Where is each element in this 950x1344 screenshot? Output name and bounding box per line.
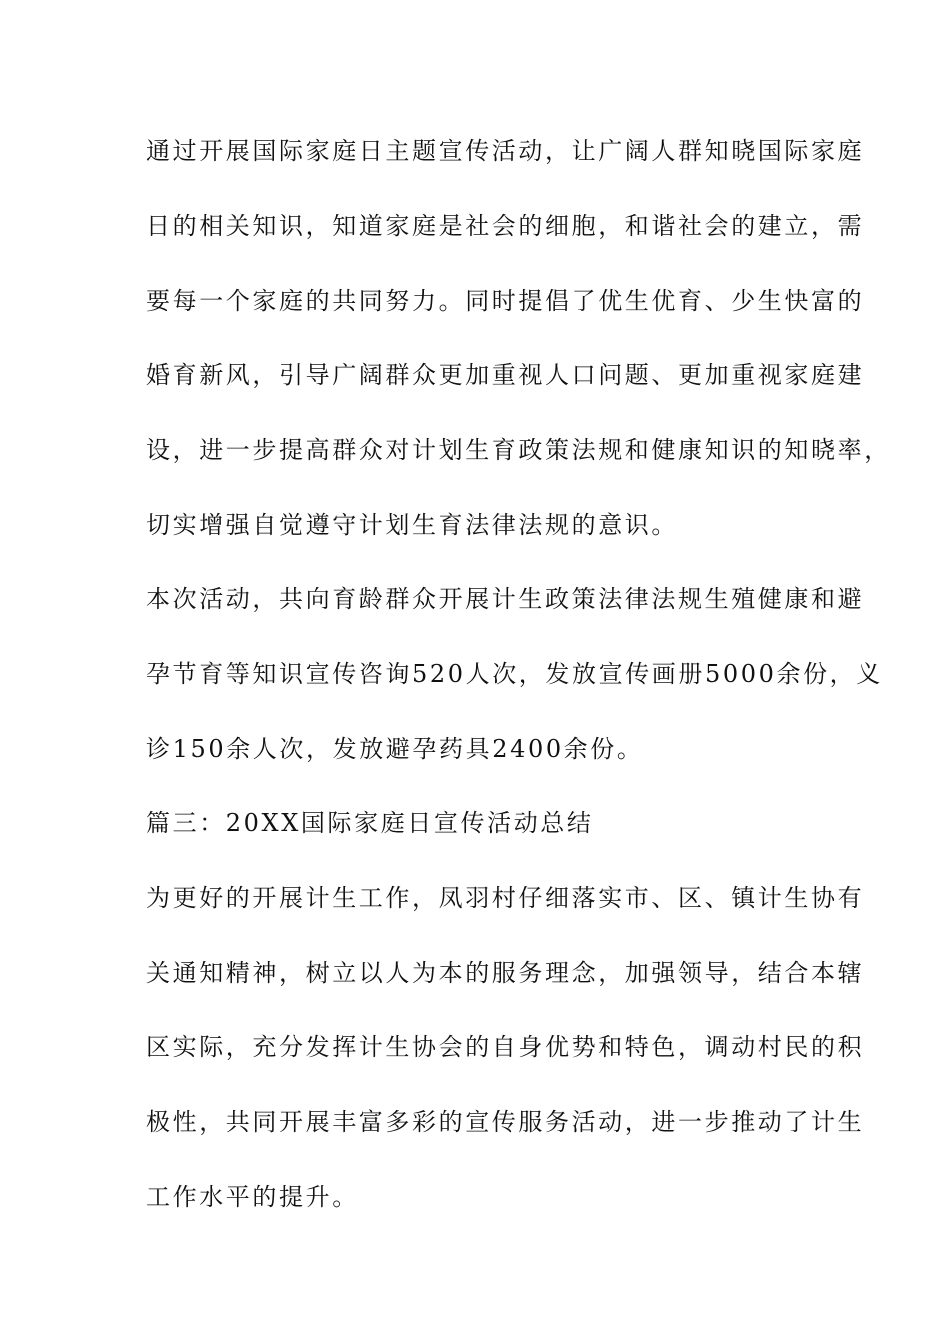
paragraph-line: 区实际，充分发挥计生协会的自身优势和特色，调动村民的积 [146, 1033, 865, 1061]
paragraph-line: 关通知精神，树立以人为本的服务理念，加强领导，结合本辖 [146, 959, 865, 987]
paragraph-line: 通过开展国际家庭日主题宣传活动，让广阔人群知晓国际家庭 [146, 137, 865, 165]
paragraph-line: 设，进一步提高群众对计划生育政策法规和健康知识的知晓率， [146, 436, 891, 464]
paragraph-line: 工作水平的提升。 [146, 1183, 359, 1211]
paragraph-line: 本次活动，共向育龄群众开展计生政策法律法规生殖健康和避 [146, 585, 865, 613]
paragraph-line: 切实增强自觉遵守计划生育法律法规的意识。 [146, 511, 678, 539]
paragraph-line: 要每一个家庭的共同努力。同时提倡了优生优育、少生快富的 [146, 287, 865, 315]
paragraph-line: 诊150余人次，发放避孕药具2400余份。 [146, 735, 644, 763]
section-heading: 篇三：20XX国际家庭日宣传活动总结 [146, 809, 594, 837]
paragraph-line: 日的相关知识，知道家庭是社会的细胞，和谐社会的建立，需 [146, 212, 865, 240]
paragraph-line: 婚育新风，引导广阔群众更加重视人口问题、更加重视家庭建 [146, 361, 865, 389]
paragraph-line: 孕节育等知识宣传咨询520人次，发放宣传画册5000余份，义 [146, 660, 883, 688]
paragraph-line: 极性，共同开展丰富多彩的宣传服务活动，进一步推动了计生 [146, 1108, 865, 1136]
paragraph-line: 为更好的开展计生工作，凤羽村仔细落实市、区、镇计生协有 [146, 884, 865, 912]
